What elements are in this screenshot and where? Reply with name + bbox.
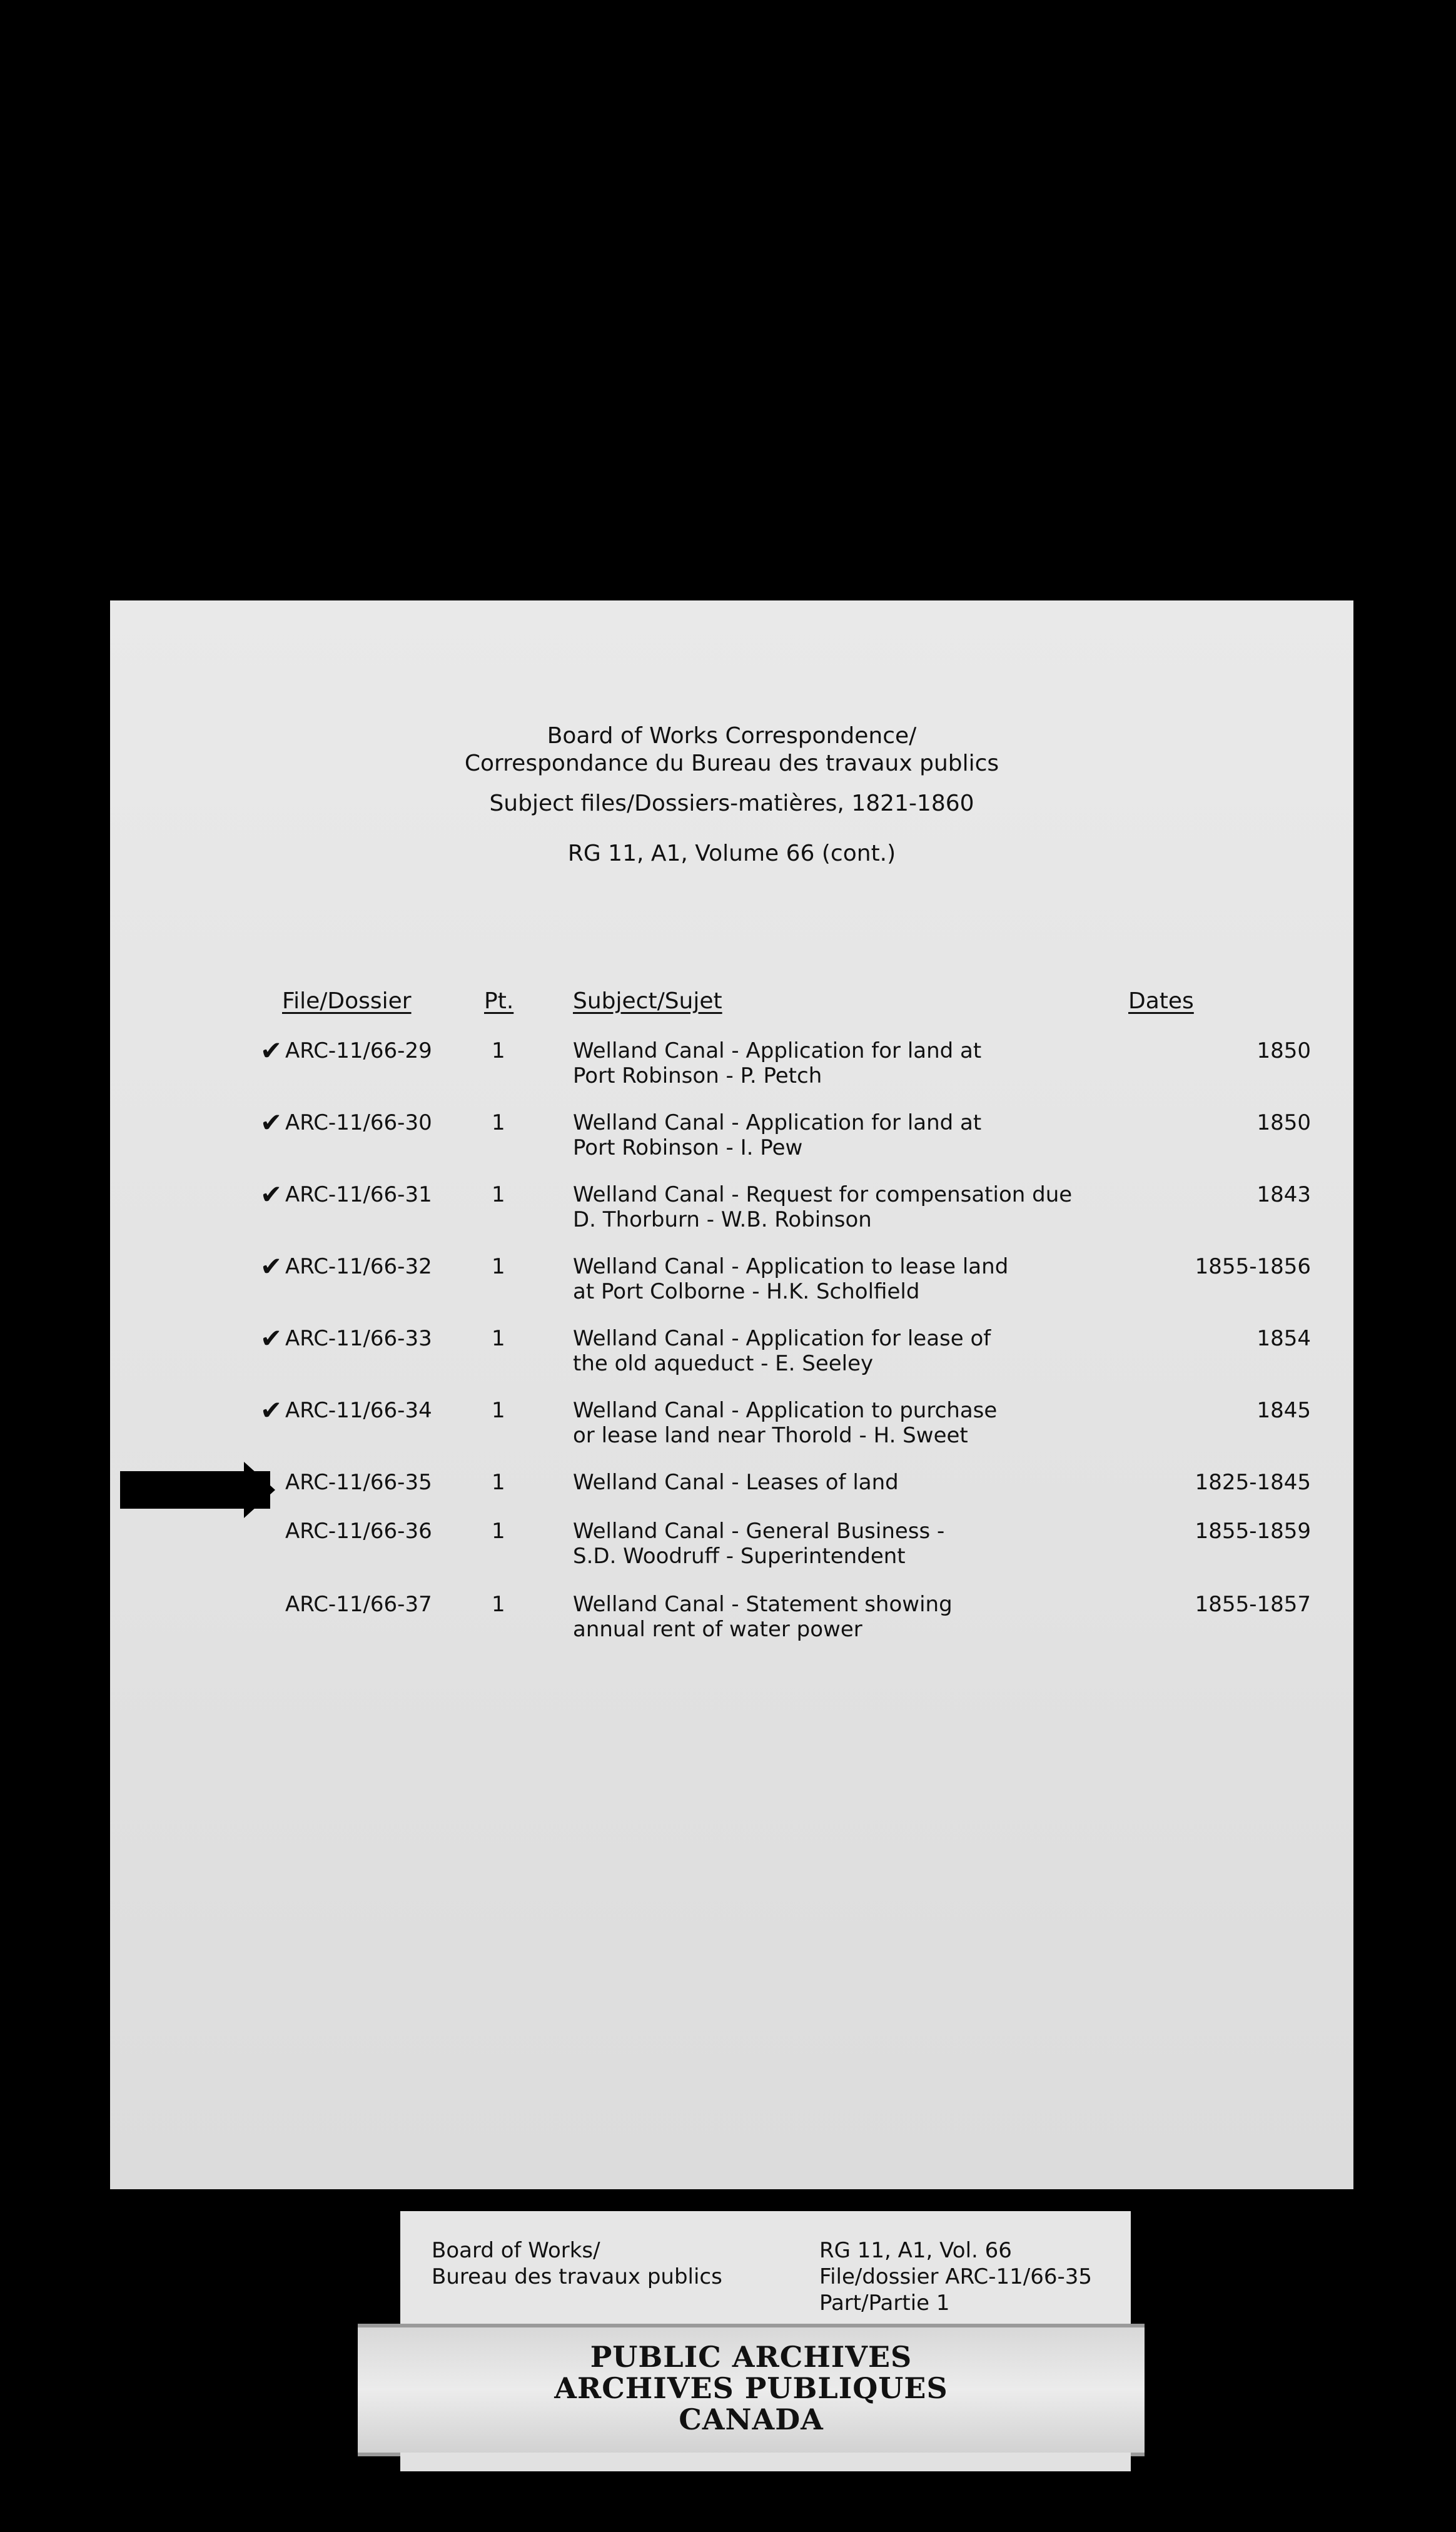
header-volume: RG 11, A1, Volume 66 (cont.) <box>567 841 896 866</box>
checkmark-icon: ✔ <box>260 1179 283 1210</box>
date-range: 1845 <box>1256 1398 1311 1423</box>
column-header-subject: Subject/Sujet <box>573 988 722 1014</box>
file-number: ARC-11/66-36 <box>285 1519 432 1544</box>
subject-cell <box>573 1592 1111 1642</box>
subject-cell <box>573 1182 1111 1232</box>
archives-stamp <box>358 2324 1145 2456</box>
header-title-fr: Correspondance du Bureau des travaux publics <box>464 751 999 776</box>
subject-line-2: Port Robinson - I. Pew <box>573 1135 803 1160</box>
subject-line-2: Port Robinson - P. Petch <box>573 1063 822 1088</box>
checkmark-icon: ✔ <box>260 1395 283 1426</box>
table-row <box>110 1107 1353 1179</box>
part-number: 1 <box>492 1398 505 1423</box>
part-number: 1 <box>492 1592 505 1617</box>
subject-line-1: Welland Canal - Statement showing <box>573 1592 953 1617</box>
date-range: 1855-1859 <box>1195 1519 1311 1544</box>
subject-cell <box>573 1038 1111 1088</box>
part-number: 1 <box>492 1038 505 1063</box>
document-page <box>110 600 1353 2189</box>
subject-line-1: Welland Canal - Leases of land <box>573 1470 899 1495</box>
checkmark-icon: ✔ <box>260 1251 283 1282</box>
file-number: ARC-11/66-35 <box>285 1470 432 1495</box>
label-part: Part/Partie 1 <box>819 2291 950 2316</box>
file-number: ARC-11/66-32 <box>285 1254 432 1279</box>
label-file: File/dossier ARC-11/66-35 <box>819 2264 1093 2289</box>
part-number: 1 <box>492 1254 505 1279</box>
header-title-en: Board of Works Correspondence/ <box>547 723 917 749</box>
checkmark-icon: ✔ <box>260 1323 283 1354</box>
subject-line-1: Welland Canal - Application for land at <box>573 1110 982 1135</box>
subject-line-2: or lease land near Thorold - H. Sweet <box>573 1423 968 1448</box>
file-label-card <box>400 2211 1131 2327</box>
part-number: 1 <box>492 1326 505 1351</box>
date-range: 1850 <box>1256 1038 1311 1063</box>
subject-line-1: Welland Canal - Application for land at <box>573 1038 982 1063</box>
file-number: ARC-11/66-30 <box>285 1110 432 1135</box>
date-range: 1855-1856 <box>1195 1254 1311 1279</box>
date-range: 1825-1845 <box>1195 1470 1311 1495</box>
subject-line-2: annual rent of water power <box>573 1617 862 1642</box>
label-board-fr: Bureau des travaux publics <box>432 2264 722 2289</box>
subject-line-2: at Port Colborne - H.K. Scholfield <box>573 1279 920 1304</box>
pointer-arrow-icon <box>244 1462 275 1518</box>
file-number: ARC-11/66-29 <box>285 1038 432 1063</box>
subject-cell <box>573 1254 1111 1304</box>
subject-cell <box>573 1326 1111 1376</box>
date-range: 1854 <box>1256 1326 1311 1351</box>
table-row <box>110 1323 1353 1395</box>
stamp-line-country: CANADA <box>679 2403 824 2436</box>
checkmark-icon: ✔ <box>260 1035 283 1066</box>
file-number: ARC-11/66-31 <box>285 1182 432 1207</box>
subject-line-1: Welland Canal - Application to purchase <box>573 1398 998 1423</box>
table-row <box>110 1395 1353 1467</box>
part-number: 1 <box>492 1182 505 1207</box>
date-range: 1850 <box>1256 1110 1311 1135</box>
subject-line-2: the old aqueduct - E. Seeley <box>573 1351 874 1376</box>
part-number: 1 <box>492 1470 505 1495</box>
date-range: 1843 <box>1256 1182 1311 1207</box>
subject-line-2: D. Thorburn - W.B. Robinson <box>573 1207 872 1232</box>
label-board-en: Board of Works/ <box>432 2238 600 2263</box>
subject-line-1: Welland Canal - Application for lease of <box>573 1326 991 1351</box>
header-subtitle: Subject files/Dossiers-matières, 1821-1860 <box>489 791 974 816</box>
label-bottom-band <box>400 2453 1131 2471</box>
table-row <box>110 1179 1353 1251</box>
column-header-dates: Dates <box>1128 988 1194 1014</box>
subject-cell <box>573 1110 1111 1160</box>
part-number: 1 <box>492 1110 505 1135</box>
column-header-pt: Pt. <box>484 988 514 1014</box>
subject-line-2: S.D. Woodruff - Superintendent <box>573 1544 906 1569</box>
subject-cell <box>573 1398 1111 1448</box>
table-row <box>110 1251 1353 1323</box>
label-left-block <box>432 2237 722 2290</box>
table-row <box>110 1035 1353 1107</box>
file-number: ARC-11/66-33 <box>285 1326 432 1351</box>
subject-line-1: Welland Canal - General Business - <box>573 1519 945 1544</box>
subject-line-1: Welland Canal - Request for compensation due <box>573 1182 1073 1207</box>
file-number: ARC-11/66-34 <box>285 1398 432 1423</box>
date-range: 1855-1857 <box>1195 1592 1311 1617</box>
label-right-block <box>819 2237 1092 2316</box>
column-header-file: File/Dossier <box>282 988 412 1014</box>
stamp-line-fr: ARCHIVES PUBLIQUES <box>554 2371 948 2405</box>
subject-line-1: Welland Canal - Application to lease land <box>573 1254 1009 1279</box>
table-row <box>110 1519 1353 1588</box>
part-number: 1 <box>492 1519 505 1544</box>
label-volume: RG 11, A1, Vol. 66 <box>819 2238 1012 2263</box>
stamp-line-en: PUBLIC ARCHIVES <box>590 2340 913 2374</box>
checkmark-icon: ✔ <box>260 1107 283 1138</box>
file-number: ARC-11/66-37 <box>285 1592 432 1617</box>
table-row <box>110 1592 1353 1661</box>
subject-cell <box>573 1519 1111 1569</box>
subject-cell <box>573 1470 1111 1495</box>
